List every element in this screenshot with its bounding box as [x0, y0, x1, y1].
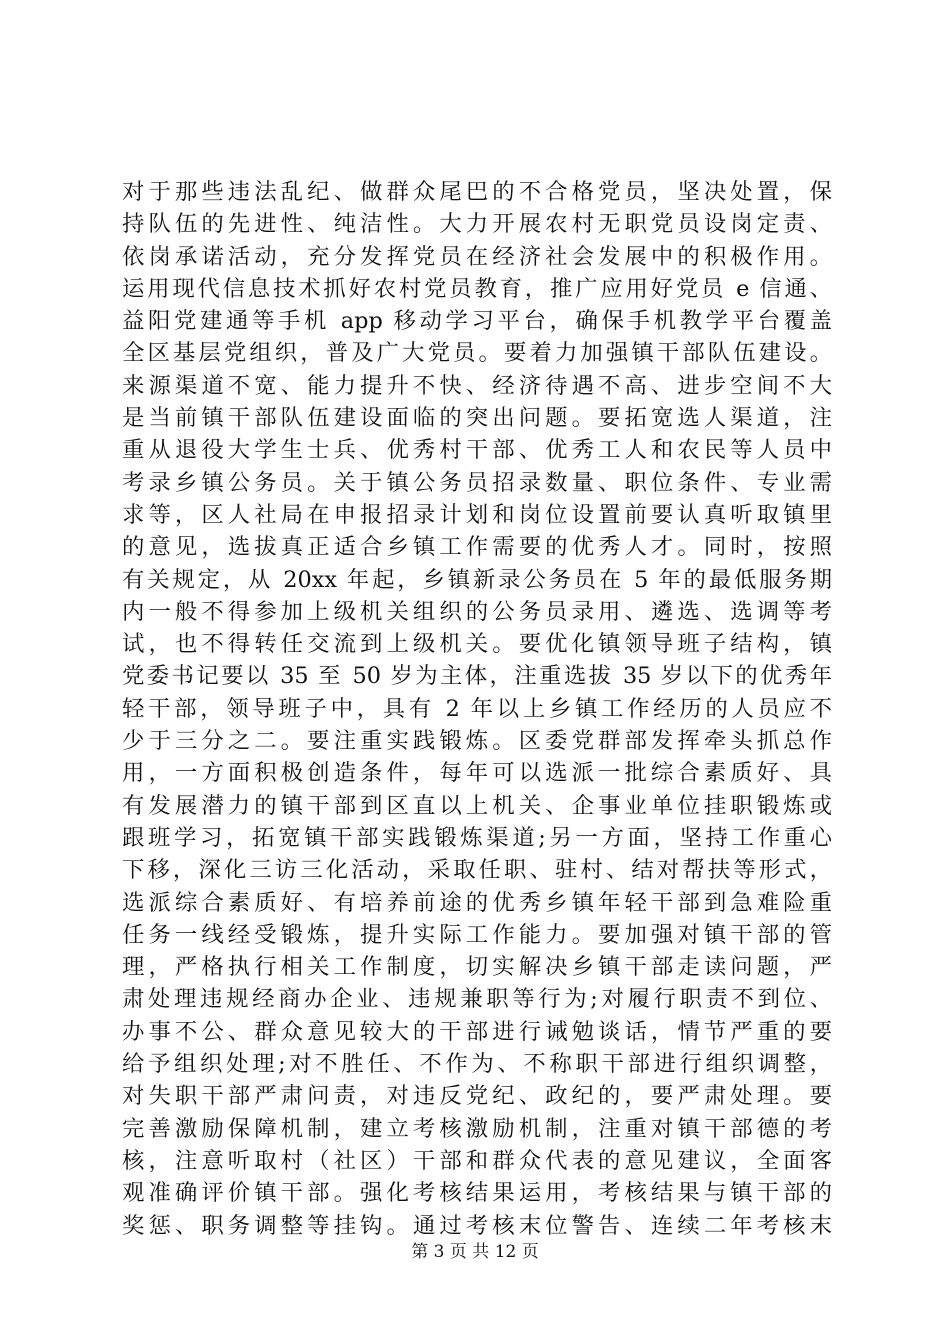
page-footer [0, 1240, 950, 1264]
text-line: 跟班学习，拓宽镇干部实践锻炼渠道;另一方面，坚持工作重心 [122, 824, 832, 851]
text-line: 选派综合素质好、有培养前途的优秀乡镇年轻干部到急难险重 [122, 889, 832, 916]
text-line: 党委书记要以 35 至 50 岁为主体，注重选拔 35 岁以下的优秀年 [122, 663, 832, 690]
text-line: 任务一线经受锻炼，提升实际工作能力。要加强对镇干部的管 [122, 921, 832, 948]
text-line: 持队伍的先进性、纯洁性。大力开展农村无职党员设岗定责、 [122, 211, 832, 238]
text-line: 对失职干部严肃问责，对违反党纪、政纪的，要严肃处理。要 [122, 1083, 832, 1110]
text-line: 求等，区人社局在申报招录计划和岗位设置前要认真听取镇里 [122, 501, 832, 528]
text-line: 有发展潜力的镇干部到区直以上机关、企事业单位挂职锻炼或 [122, 792, 832, 819]
text-line: 下移，深化三访三化活动，采取任职、驻村、结对帮扶等形式， [122, 857, 832, 884]
text-line: 办事不公、群众意见较大的干部进行诫勉谈话，情节严重的要 [122, 1018, 832, 1045]
text-line: 给予组织处理;对不胜任、不作为、不称职干部进行组织调整， [122, 1051, 832, 1078]
text-line: 来源渠道不宽、能力提升不快、经济待遇不高、进步空间不大 [122, 372, 832, 399]
text-line: 全区基层党组织，普及广大党员。要着力加强镇干部队伍建设。 [122, 340, 832, 367]
text-line: 依岗承诺活动，充分发挥党员在经济社会发展中的积极作用。 [122, 243, 832, 270]
text-line: 核，注意听取村（社区）干部和群众代表的意见建议，全面客 [122, 1147, 832, 1174]
text-line: 益阳党建通等手机 app 移动学习平台，确保手机教学平台覆盖 [122, 308, 832, 335]
text-line: 有关规定，从 20xx 年起，乡镇新录公务员在 5 年的最低服务期 [122, 566, 832, 593]
text-line: 是当前镇干部队伍建设面临的突出问题。要拓宽选人渠道，注 [122, 405, 832, 432]
text-line: 完善激励保障机制，建立考核激励机制，注重对镇干部德的考 [122, 1115, 832, 1142]
text-line: 理，严格执行相关工作制度，切实解决乡镇干部走读问题，严 [122, 954, 832, 981]
text-line: 考录乡镇公务员。关于镇公务员招录数量、职位条件、专业需 [122, 469, 832, 496]
text-line: 的意见，选拔真正适合乡镇工作需要的优秀人才。同时，按照 [122, 534, 832, 561]
text-line: 奖惩、职务调整等挂钩。通过考核末位警告、连续二年考核末 [122, 1212, 832, 1239]
text-line: 观准确评价镇干部。强化考核结果运用，考核结果与镇干部的 [122, 1180, 832, 1207]
text-line: 重从退役大学生士兵、优秀村干部、优秀工人和农民等人员中 [122, 437, 832, 464]
text-line: 轻干部，领导班子中，具有 2 年以上乡镇工作经历的人员应不 [122, 695, 832, 722]
body-text [122, 176, 832, 1242]
text-line: 对于那些违法乱纪、做群众尾巴的不合格党员，坚决处置，保 [122, 179, 832, 205]
text-line: 运用现代信息技术抓好农村党员教育，推广应用好党员 e 信通、 [122, 275, 832, 302]
text-line: 试，也不得转任交流到上级机关。要优化镇领导班子结构，镇 [122, 631, 832, 658]
text-line: 肃处理违规经商办企业、违规兼职等行为;对履行职责不到位、 [122, 986, 832, 1013]
page-number: 第 3 页 共 12 页 [411, 1242, 539, 1262]
text-line: 内一般不得参加上级机关组织的公务员录用、遴选、选调等考 [122, 598, 832, 625]
text-line: 用，一方面积极创造条件，每年可以选派一批综合素质好、具 [122, 760, 832, 787]
text-line: 少于三分之二。要注重实践锻炼。区委党群部发挥牵头抓总作 [122, 728, 832, 755]
